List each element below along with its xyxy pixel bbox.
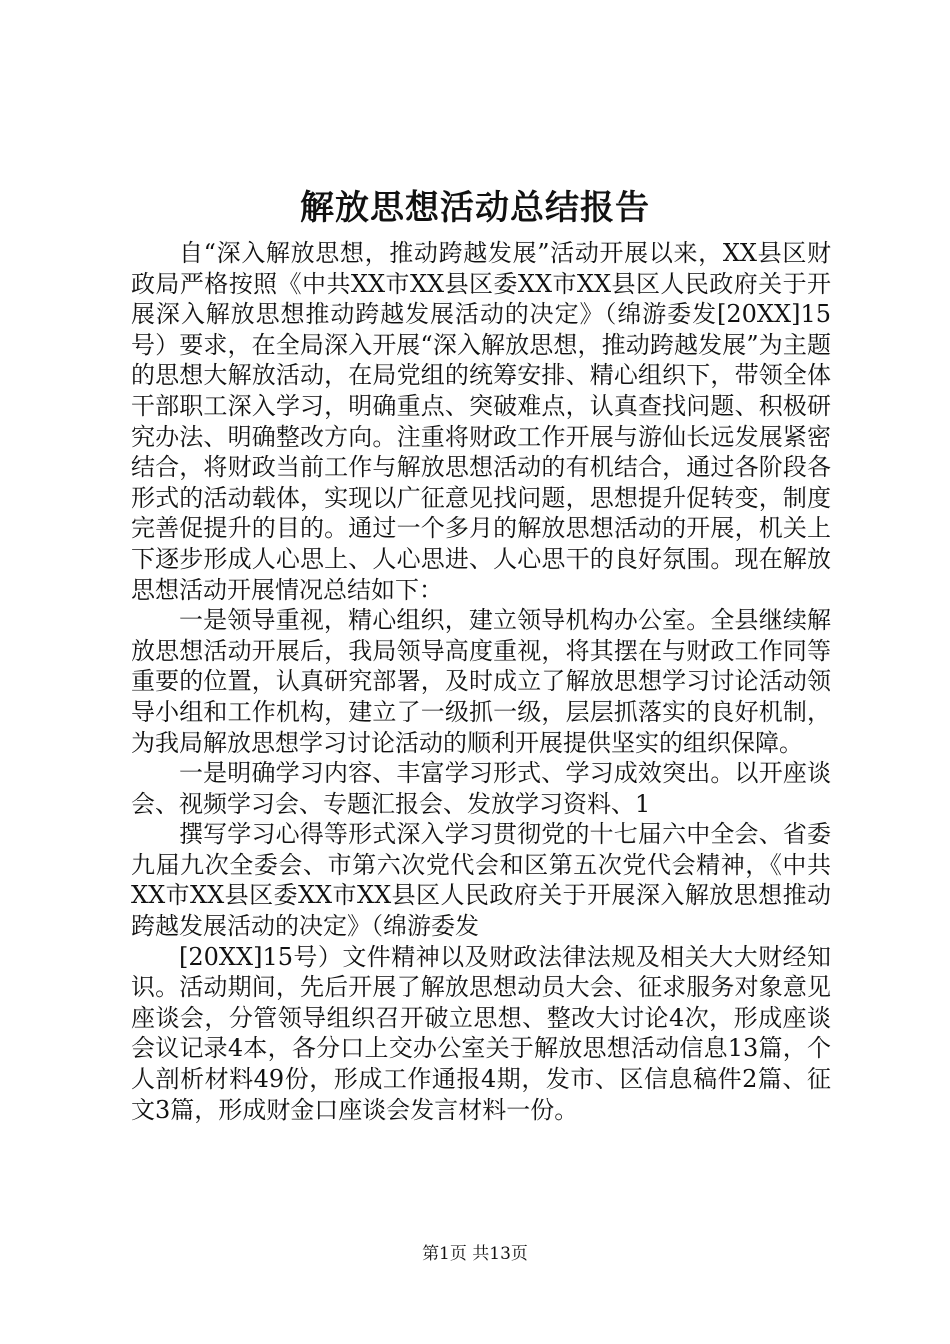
paragraph-intro: 自“深入解放思想，推动跨越发展”活动开展以来，XX县区财政局严格按照《中共XX市XX县区委XX市XX县区人民政府关于开展深入解放思想推动跨越发展活动的决定》（绵游委发[20XX]15号）要求，在全局深入开展“深入解放思想，推动跨越发展”为主题的思想大解放活动，在局党组的统筹安排、精心组织下，带领全体干部职工深入学习，明确重点、突破难点，认真查找问题、积极研究办法、明确整改方向。注重将财政工作开展与游仙长远发展紧密结合，将财政当前工作与解放思想活动的有机结合，通过各阶段各形式的活动载体，实现以广征意见找问题，思想提升促转变，制度完善促提升的目的。通过一个多月的解放思想活动的开展，机关上下逐步形成人心思上、人心思进、人心思干的良好氛围。现在解放思想活动开展情况总结如下： (131, 239, 831, 604)
document-body (131, 238, 831, 1125)
paragraph-study-spirit: 撰写学习心得等形式深入学习贯彻党的十七届六中全会、省委九届九次全委会、市第六次党代会和区第五次党代会精神，《中共XX市XX县区委XX市XX县区人民政府关于开展深入解放思想推动跨越发展活动的决定》（绵游委发 (131, 820, 831, 941)
document-title: 解放思想活动总结报告 (300, 188, 650, 228)
page-number-footer: 第1页 共13页 (422, 1244, 528, 1264)
paragraph-study-content: 一是明确学习内容、丰富学习形式、学习成效突出。以开座谈会、视频学习会、专题汇报会、发放学习资料、1 (131, 759, 831, 818)
paragraph-activities: [20XX]15号）文件精神以及财政法律法规及相关大大财经知识。活动期间，先后开展了解放思想动员大会、征求服务对象意见座谈会，分管领导组织召开破立思想、整改大讨论4次，形成座谈会议记录4本，各分口上交办公室关于解放思想活动信息13篇，个人剖析材料49份，形成工作通报4期，发市、区信息稿件2篇、征文3篇，形成财金口座谈会发言材料一份。 (131, 942, 831, 1124)
paragraph-leadership: 一是领导重视，精心组织，建立领导机构办公室。全县继续解放思想活动开展后，我局领导高度重视，将其摆在与财政工作同等重要的位置，认真研究部署，及时成立了解放思想学习讨论活动领导小组和工作机构，建立了一级抓一级，层层抓落实的良好机制，为我局解放思想学习讨论活动的顺利开展提供坚实的组织保障。 (131, 606, 831, 757)
